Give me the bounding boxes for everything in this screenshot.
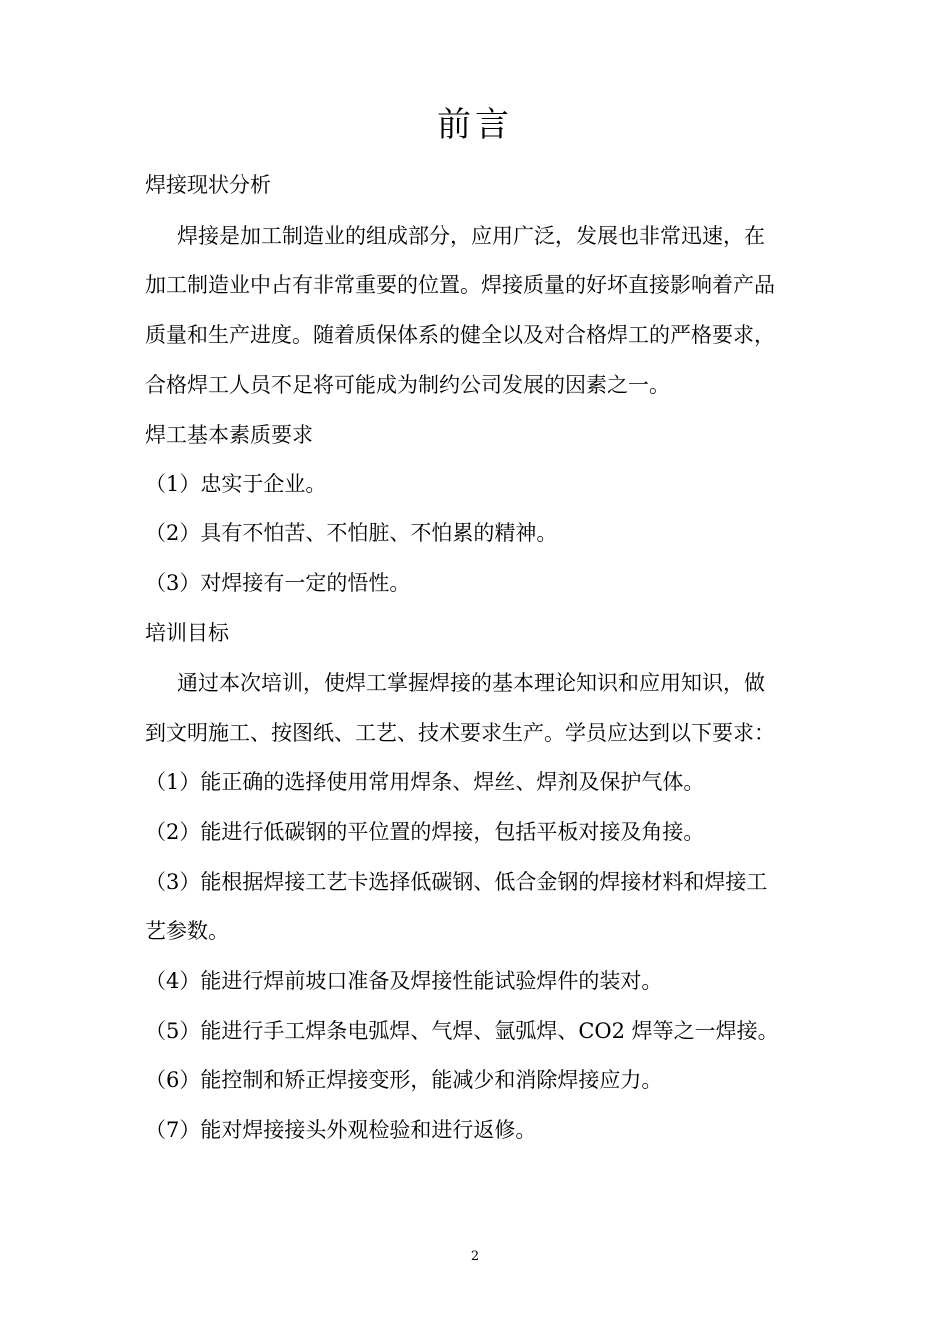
list-item: （6）能控制和矫正焊接变形，能减少和消除焊接应力。: [145, 1068, 663, 1092]
paragraph-line: 合格焊工人员不足将可能成为制约公司发展的因素之一。: [145, 373, 670, 397]
section-heading-welder-qualities: 焊工基本素质要求: [145, 423, 313, 447]
paragraph-line: 质量和生产进度。随着质保体系的健全以及对合格焊工的严格要求，: [145, 323, 775, 347]
list-item-continuation: 艺参数。: [145, 919, 229, 943]
list-item: （3）对焊接有一定的悟性。: [145, 571, 411, 595]
list-item: （2）具有不怕苦、不怕脏、不怕累的精神。: [145, 521, 558, 545]
list-item: （5）能进行手工焊条电弧焊、气焊、氩弧焊、CO2 焊等之一焊接。: [145, 1019, 779, 1043]
list-item: （4）能进行焊前坡口准备及焊接性能试验焊件的装对。: [145, 969, 663, 993]
list-item: （1）忠实于企业。: [145, 472, 327, 496]
paragraph-line: 加工制造业中占有非常重要的位置。焊接质量的好坏直接影响着产品: [145, 273, 775, 297]
section-heading-training-goals: 培训目标: [145, 621, 229, 645]
section-heading-welding-status: 焊接现状分析: [145, 173, 271, 197]
list-item: （2）能进行低碳钢的平位置的焊接，包括平板对接及角接。: [145, 820, 705, 844]
list-item: （1）能正确的选择使用常用焊条、焊丝、焊剂及保护气体。: [145, 770, 705, 794]
paragraph-line: 通过本次培训，使焊工掌握焊接的基本理论知识和应用知识，做: [177, 671, 765, 695]
list-item: （7）能对焊接接头外观检验和进行返修。: [145, 1118, 537, 1142]
page-title: 前言: [437, 105, 513, 145]
list-item: （3）能根据焊接工艺卡选择低碳钢、低合金钢的焊接材料和焊接工: [145, 870, 768, 894]
page-number: 2: [470, 1249, 480, 1264]
paragraph-line: 焊接是加工制造业的组成部分，应用广泛，发展也非常迅速，在: [177, 224, 765, 248]
paragraph-line: 到文明施工、按图纸、工艺、技术要求生产。学员应达到以下要求：: [145, 721, 775, 745]
